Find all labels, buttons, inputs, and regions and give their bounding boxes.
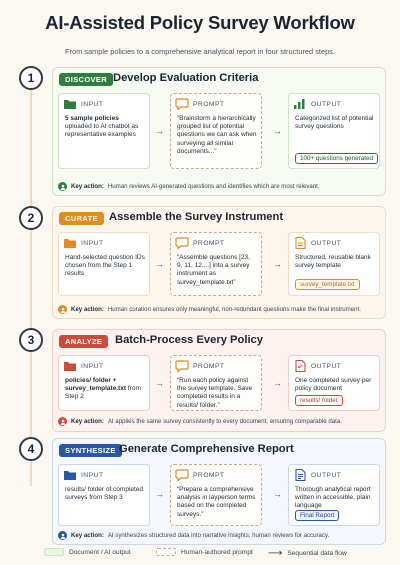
folder-icon <box>63 98 77 110</box>
checklist-document-icon <box>293 360 307 372</box>
key-action-label: Key action: <box>71 183 104 190</box>
legend-arrow-icon: ⟶ <box>268 548 283 559</box>
output-label: OUTPUT <box>311 239 342 247</box>
prompt-text: “Brainstorm a hierarchically grouped list of potential questions we can ask when surveying all similar documents...” <box>177 115 257 155</box>
output-text: Categorized list of potential survey questions <box>295 115 374 131</box>
step-title: Develop Evaluation Criteria <box>113 72 259 84</box>
bar-chart-icon <box>293 98 307 110</box>
key-action <box>58 417 380 426</box>
output-box <box>288 464 380 526</box>
key-action-text: Human reviews AI-generated questions and identifies which are most relevant. <box>107 183 320 190</box>
legend-item-prompt <box>156 548 253 556</box>
output-text: Thorough analytical report written in accessible, plain language <box>295 486 371 510</box>
person-icon <box>58 417 67 426</box>
input-box <box>58 232 150 296</box>
step-title: Batch-Process Every Policy <box>115 334 263 346</box>
step-title: Generate Comprehensive Report <box>119 443 294 455</box>
folder-icon <box>63 360 77 372</box>
prompt-box <box>170 355 262 411</box>
legend-item-flow <box>268 548 347 559</box>
input-text: results/ folder of completed surveys from Step 3 <box>65 486 144 502</box>
flow-arrow-icon: → <box>273 126 282 136</box>
page-subtitle: From sample policies to a comprehensive analytical report in four structured steps. <box>65 47 335 56</box>
flow-arrow-icon: → <box>155 259 164 269</box>
output-label: OUTPUT <box>311 362 342 370</box>
person-icon <box>58 305 67 314</box>
legend-label-flow: Sequential data flow <box>287 550 347 557</box>
step-card-synthesize <box>52 438 386 545</box>
input-text: uploaded to AI chatbot as representative examples <box>65 123 139 139</box>
input-label: INPUT <box>81 239 104 247</box>
key-action-text: AI applies the same survey consistently to every document, ensuring comparable data. <box>107 418 342 425</box>
report-document-icon <box>293 469 307 481</box>
input-bold-text: policies/ folder + survey_template.txt <box>65 377 127 393</box>
chat-bubble-icon <box>175 98 189 110</box>
input-label: INPUT <box>81 362 104 370</box>
step-badge: DISCOVER <box>59 73 113 86</box>
key-action-text: AI synthesizes structured data into narrative insights; human reviews for accuracy. <box>107 532 330 539</box>
step-card-analyze <box>52 329 386 432</box>
input-bold-text: 5 sample policies <box>65 115 119 122</box>
step-number-4: 4 <box>19 437 43 461</box>
prompt-text: “Prepare a comprehensive analysis in layperson terms based on the completed surveys.” <box>177 486 256 518</box>
legend <box>0 548 400 560</box>
key-action-label: Key action: <box>71 532 104 539</box>
prompt-box <box>170 93 262 169</box>
output-tag: results/ folder <box>295 395 343 406</box>
output-box <box>288 232 380 296</box>
output-box <box>288 355 380 411</box>
input-box <box>58 464 150 526</box>
output-tag: Final Report <box>295 510 339 521</box>
prompt-label: PROMPT <box>193 362 225 370</box>
prompt-text: “Assemble questions [23, 9, 11, 12,...] into a survey instrument as survey_template.txt” <box>177 254 250 286</box>
step-number-2: 2 <box>19 206 43 230</box>
key-action <box>58 305 380 314</box>
output-label: OUTPUT <box>311 471 342 479</box>
key-action-label: Key action: <box>71 418 104 425</box>
input-box <box>58 93 150 169</box>
key-action <box>58 531 380 540</box>
step-number-1: 1 <box>19 66 43 90</box>
step-badge: ANALYZE <box>59 335 108 348</box>
flow-arrow-icon: → <box>273 259 282 269</box>
flow-arrow-icon: → <box>155 378 164 388</box>
flow-arrow-icon: → <box>273 378 282 388</box>
output-text: One completed survey per policy document <box>295 377 372 393</box>
folder-icon <box>63 469 77 481</box>
prompt-box <box>170 232 262 296</box>
step-card-curate <box>52 206 386 319</box>
prompt-label: PROMPT <box>193 471 225 479</box>
chat-bubble-icon <box>175 237 189 249</box>
folder-icon <box>63 237 77 249</box>
page-title: AI-Assisted Policy Survey Workflow <box>45 12 355 33</box>
prompt-label: PROMPT <box>193 100 225 108</box>
output-tag: 100+ questions generated <box>295 153 378 164</box>
flow-arrow-icon: → <box>155 126 164 136</box>
input-text: from Step 2 <box>65 385 141 401</box>
output-text: Structured, reusable blank survey template <box>295 254 371 270</box>
step-badge: CURATE <box>59 212 104 225</box>
document-icon <box>293 237 307 249</box>
output-label: OUTPUT <box>311 100 342 108</box>
prompt-label: PROMPT <box>193 239 225 247</box>
key-action-label: Key action: <box>71 306 104 313</box>
timeline-line <box>30 78 32 486</box>
step-number-3: 3 <box>19 328 43 352</box>
legend-label-document: Document / AI output <box>69 548 131 556</box>
input-label: INPUT <box>81 471 104 479</box>
flow-arrow-icon: → <box>155 489 164 499</box>
chat-bubble-icon <box>175 360 189 372</box>
step-title: Assemble the Survey Instrument <box>109 211 284 223</box>
output-box <box>288 93 380 169</box>
step-card-discover <box>52 67 386 196</box>
person-icon <box>58 531 67 540</box>
input-box <box>58 355 150 411</box>
chat-bubble-icon <box>175 469 189 481</box>
prompt-text: “Run each policy against the survey template. Save completed results in a results/ folder.” <box>177 377 253 409</box>
person-icon <box>58 182 67 191</box>
output-tag: survey_template.txt <box>295 279 360 290</box>
legend-swatch-document <box>44 548 64 556</box>
input-label: INPUT <box>81 100 104 108</box>
prompt-box <box>170 464 262 526</box>
input-text: Hand-selected question IDs chosen from the Step 1 results <box>65 254 145 278</box>
key-action-text: Human curation ensures only meaningful, non-redundant questions make the final instrument. <box>107 306 361 313</box>
legend-swatch-prompt <box>156 548 176 556</box>
key-action <box>58 182 380 191</box>
legend-item-document <box>44 548 131 556</box>
legend-label-prompt: Human-authored prompt <box>181 548 253 556</box>
flow-arrow-icon: → <box>273 489 282 499</box>
step-badge: SYNTHESIZE <box>59 444 122 457</box>
